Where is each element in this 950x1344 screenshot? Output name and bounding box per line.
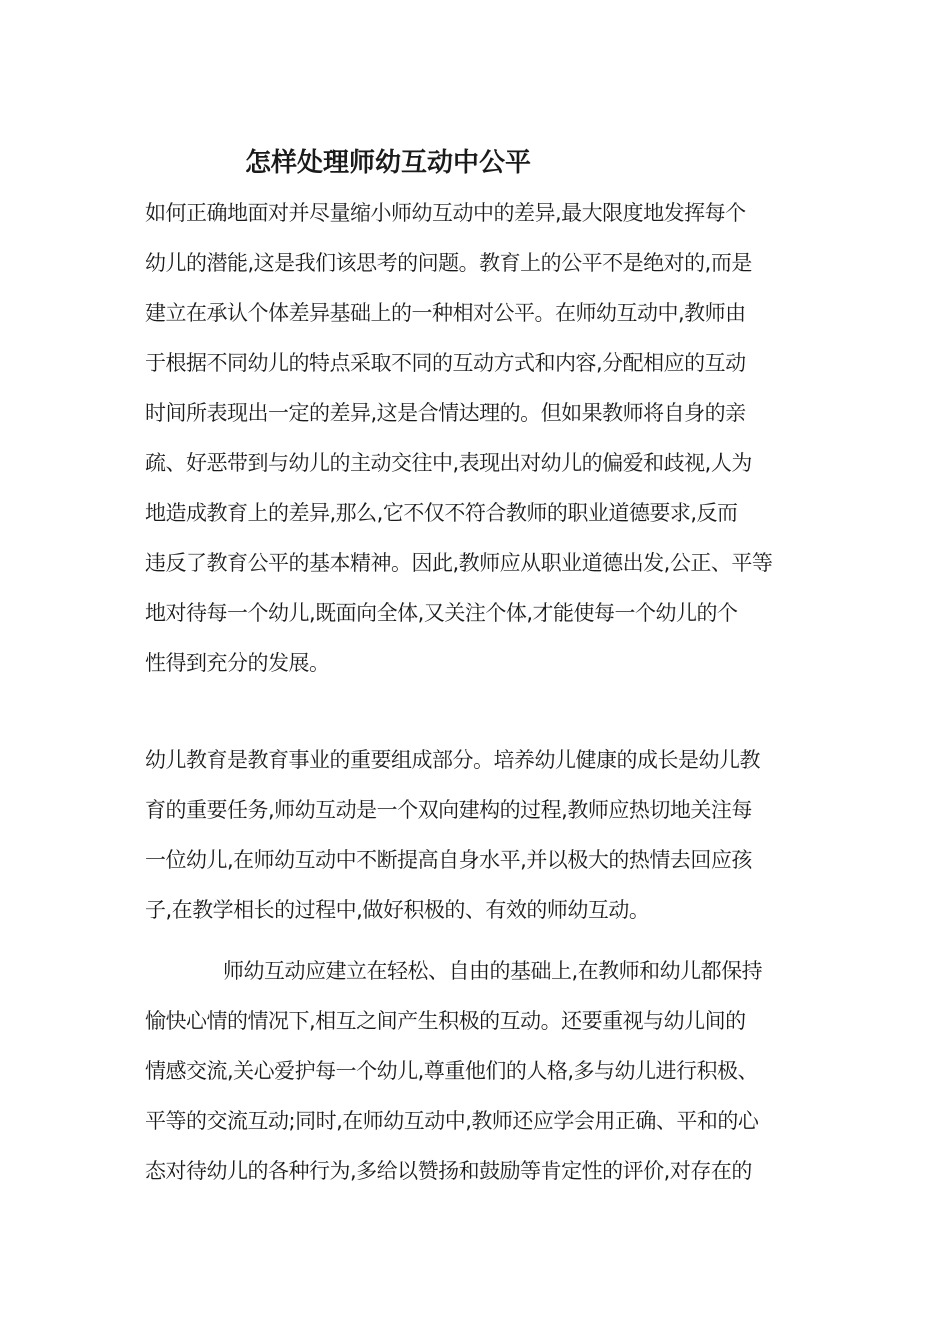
text-line: 性得到充分的发展。 (145, 651, 330, 675)
text-line: 疏、好恶带到与幼儿的主动交往中,表现出对幼儿的偏爱和歧视,人为 (145, 451, 752, 475)
text-line: 幼儿教育是教育事业的重要组成部分。培养幼儿健康的成长是幼儿教 (145, 748, 760, 772)
paragraph-3 (145, 946, 815, 1196)
text-line: 态对待幼儿的各种行为,多给以赞扬和鼓励等肯定性的评价,对存在的 (145, 1159, 752, 1183)
text-line: 师幼互动应建立在轻松、自由的基础上,在教师和幼儿都保持 (223, 959, 763, 983)
text-line: 幼儿的潜能,这是我们该思考的问题。教育上的公平不是绝对的,而是 (145, 251, 752, 275)
text-line: 情感交流,关心爱护每一个幼儿,尊重他们的人格,多与幼儿进行积极、 (145, 1059, 759, 1083)
paragraph-2 (145, 735, 815, 935)
text-line: 子,在教学相长的过程中,做好积极的、有效的师幼互动。 (145, 898, 650, 922)
text-line: 地对待每一个幼儿,既面向全体,又关注个体,才能使每一个幼儿的个 (145, 601, 738, 625)
text-line: 建立在承认个体差异基础上的一种相对公平。在师幼互动中,教师由 (145, 301, 746, 325)
paragraph-1 (145, 188, 815, 688)
text-line: 平等的交流互动;同时,在师幼互动中,教师还应学会用正确、平和的心 (145, 1109, 759, 1133)
text-line: 如何正确地面对并尽量缩小师幼互动中的差异,最大限度地发挥每个 (145, 201, 746, 225)
text-line: 于根据不同幼儿的特点采取不同的互动方式和内容,分配相应的互动 (145, 351, 746, 375)
text-line: 愉快心情的情况下,相互之间产生积极的互动。还要重视与幼儿间的 (145, 1009, 746, 1033)
text-line: 地造成教育上的差异,那么,它不仅不符合教师的职业道德要求,反而 (145, 501, 738, 525)
text-line: 育的重要任务,师幼互动是一个双向建构的过程,教师应热切地关注每 (145, 798, 752, 822)
text-line: 违反了教育公平的基本精神。因此,教师应从职业道德出发,公正、平等 (145, 551, 773, 575)
text-line: 时间所表现出一定的差异,这是合情达理的。但如果教师将自身的亲 (145, 401, 746, 425)
document-title: 怎样处理师幼互动中公平 (245, 148, 532, 178)
text-line: 一位幼儿,在师幼互动中不断提高自身水平,并以极大的热情去回应孩 (145, 848, 752, 872)
